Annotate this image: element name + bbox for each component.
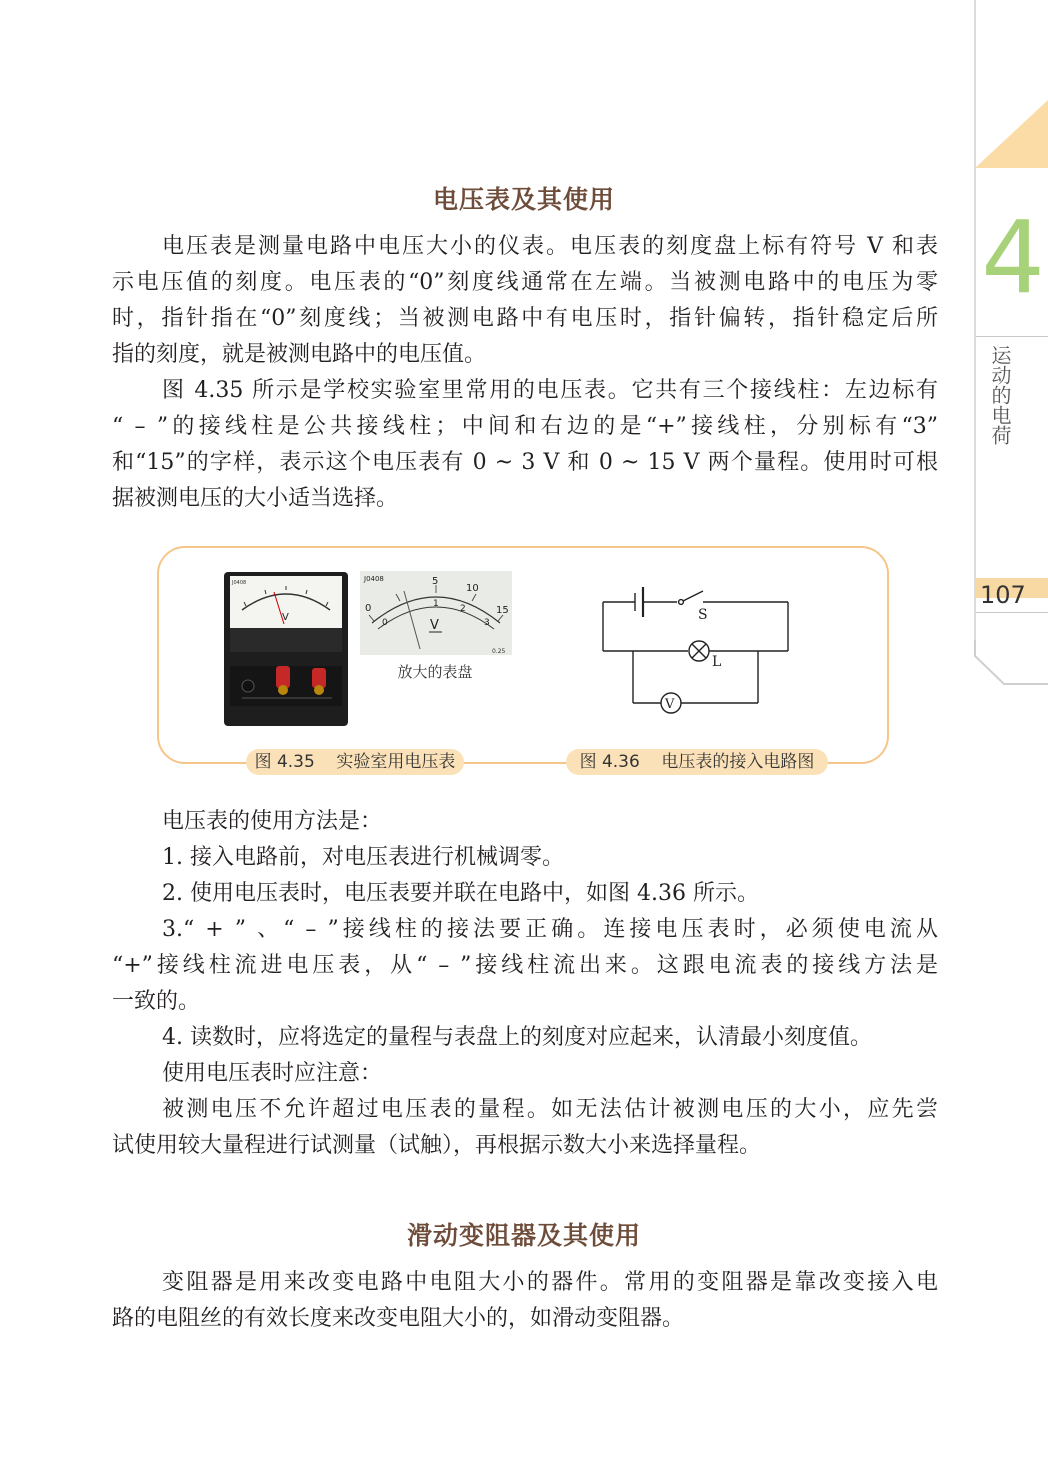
dial-tick-label: 15 [496, 605, 509, 616]
paragraph [112, 1265, 938, 1337]
dial-tick-label: 10 [466, 583, 479, 594]
dial-tick-label: 5 [432, 576, 439, 587]
page-number: 107 [980, 581, 1026, 609]
text-line: 示电压值的刻度。电压表的“0”刻度线通常在左端。当被测电路中的电压为零 [112, 270, 938, 295]
text-line: 变阻器是用来改变电路中电阻大小的器件。常用的变阻器是靠改变接入电 [162, 1270, 938, 1295]
switch-label: S [698, 607, 708, 623]
text-line: 路的电阻丝的有效长度来改变电阻大小的，如滑动变阻器。 [112, 1306, 685, 1331]
sidebar-corner [974, 640, 1048, 688]
usage-item-1: 1. 接入电路前，对电压表进行机械调零。 [162, 845, 564, 870]
dial-model: J0408 [364, 575, 384, 583]
text-line: 指的刻度，就是被测电路中的电压值。 [112, 342, 487, 367]
note-intro: 使用电压表时应注意： [162, 1061, 383, 1086]
figure-caption-4-36: 图 4.36 电压表的接入电路图 [566, 749, 828, 775]
text-line: 时，指针指在“0”刻度线；当被测电路中有电压时，指针偏转，指针稳定后所 [112, 306, 938, 331]
text-line: 和“15”的字样，表示这个电压表有 0 ~ 3 V 和 0 ~ 15 V 两个量程。使用时可根 [112, 450, 938, 475]
text-line: 电压表是测量电路中电压大小的仪表。电压表的刻度盘上标有符号 V 和表 [162, 234, 938, 259]
enlarged-dial [360, 571, 512, 655]
lamp-label: L [712, 654, 722, 670]
usage-item-4: 4. 读数时，应将选定的量程与表盘上的刻度对应起来，认清最小刻度值。 [162, 1025, 872, 1050]
sidebar-rule [974, 0, 976, 640]
circuit-diagram [595, 585, 795, 720]
voltmeter-image [222, 570, 350, 728]
dial-caption: 放大的表盘 [397, 663, 473, 681]
text-line: 3.“ + ” 、“ – ”接线柱的接法要正确。连接电压表时，必须使电流从 [162, 917, 938, 942]
figure-caption-4-35: 图 4.35 实验室用电压表 [246, 749, 464, 775]
text-line: 据被测电压的大小适当选择。 [112, 486, 399, 511]
text-line: 一致的。 [112, 989, 201, 1014]
dial-accuracy-class: 0.25 [492, 648, 506, 655]
dial-tick-label: 2 [460, 604, 466, 614]
usage-item-3 [112, 912, 938, 1020]
usage-item-2: 2. 使用电压表时，电压表要并联在电路中，如图 4.36 所示。 [162, 881, 759, 906]
dial-tick-label: 0 [382, 618, 388, 628]
paragraph [112, 229, 938, 373]
text-line: 试使用较大量程进行试测量（试触），再根据示数大小来选择量程。 [112, 1133, 762, 1158]
paragraph [112, 373, 938, 517]
text-line: “+”接线柱流进电压表，从“ – ”接线柱流出来。这跟电流表的接线方法是 [112, 953, 938, 978]
voltmeter-symbol-label: V [665, 697, 675, 712]
meter-model: J0408 [232, 580, 247, 586]
usage-intro: 电压表的使用方法是： [162, 809, 383, 834]
dial-tick-label: 1 [433, 599, 439, 609]
dial-tick-label: 0 [365, 603, 372, 614]
chapter-tab-triangle [975, 100, 1048, 170]
section-heading: 电压表及其使用 [432, 185, 615, 214]
sidebar-divider [976, 612, 1048, 613]
dial-tick-label: 3 [484, 618, 490, 628]
svg-text:V: V [282, 612, 289, 623]
text-line: 图 4.35 所示是学校实验室里常用的电压表。它共有三个接线柱：左边标有 [162, 378, 938, 403]
dial-unit: V [430, 618, 439, 633]
text-line: “ – ”的接线柱是公共接线柱；中间和右边的是“+”接线柱，分别标有“3” [112, 414, 938, 439]
sidebar-divider [976, 336, 1048, 337]
note-paragraph [112, 1092, 938, 1164]
chapter-title: 运动的电荷 [988, 345, 1012, 445]
section-heading: 滑动变阻器及其使用 [406, 1221, 641, 1250]
chapter-number: 4 [981, 199, 1045, 316]
text-line: 被测电压不允许超过电压表的量程。如无法估计被测电压的大小，应先尝 [162, 1097, 938, 1122]
